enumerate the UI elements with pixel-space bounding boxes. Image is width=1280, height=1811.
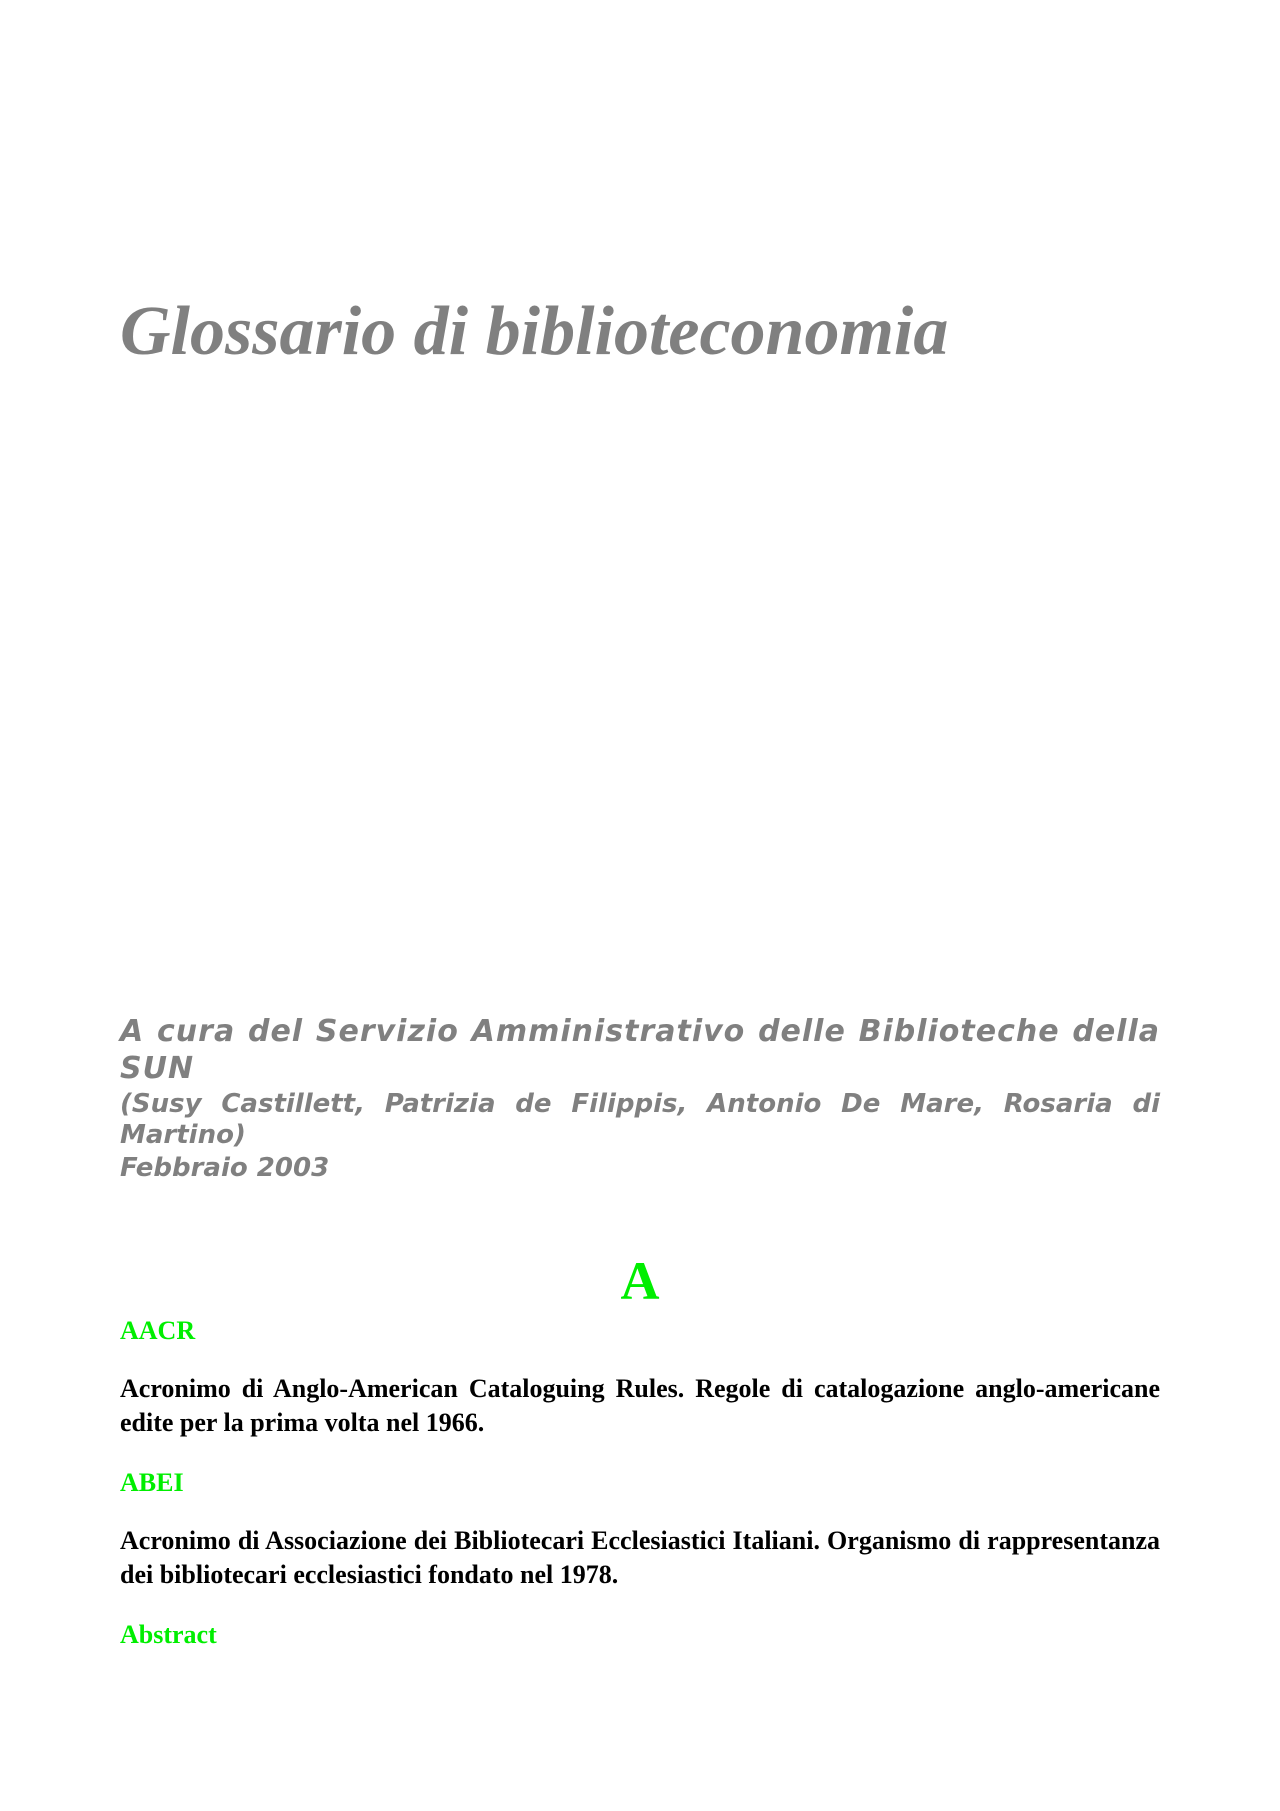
entry-definition: Acronimo di Anglo-American Cataloguing Rules. Regole di catalogazione anglo-americane edite per la prima volta nel 1966.	[120, 1374, 1160, 1437]
glossary-entries	[120, 1314, 1160, 1652]
entry-term: ABEI	[120, 1468, 184, 1497]
glossary-entry	[120, 1618, 1160, 1652]
entry-term: AACR	[120, 1316, 196, 1345]
entry-term: Abstract	[120, 1620, 217, 1649]
date-line: Febbraio 2003	[120, 1153, 330, 1183]
editor-line: A cura del Servizio Amministrativo delle Biblioteche della SUN	[120, 1014, 1160, 1086]
authors-line: (Susy Castillett, Patrizia de Filippis, Antonio De Mare, Rosaria di Martino)	[120, 1089, 1160, 1150]
credits-block	[120, 1013, 1160, 1184]
document-title: Glossario di biblioteconomia	[120, 293, 949, 370]
section-letter-heading: A	[620, 1251, 660, 1311]
entry-definition: Acronimo di Associazione dei Bibliotecari Ecclesiastici Italiani. Organismo di rappresentanza dei bibliotecari ecclesiastici fondato nel 1978.	[120, 1526, 1160, 1589]
glossary-entry	[120, 1314, 1160, 1440]
glossary-entry	[120, 1466, 1160, 1592]
